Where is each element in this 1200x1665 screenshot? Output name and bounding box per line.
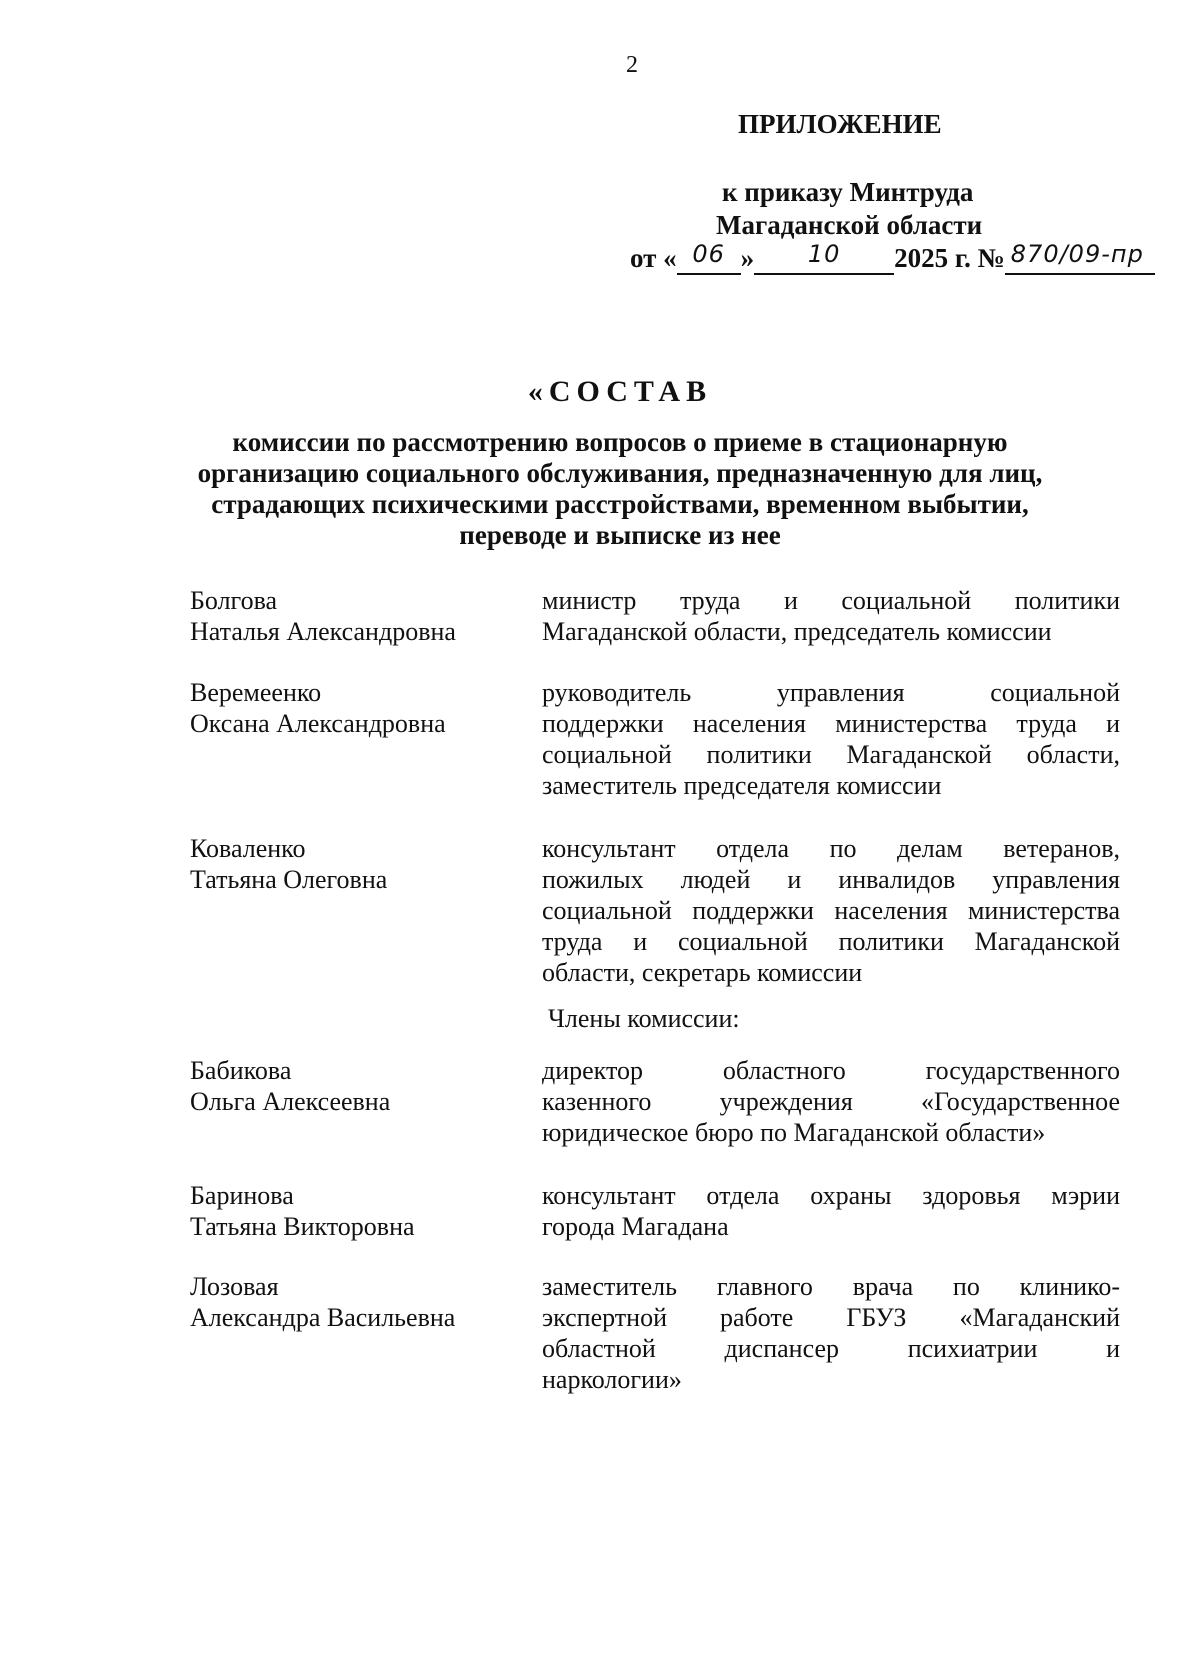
subtitle-line: комиссии по рассмотрению вопросов о приеме в стационарную xyxy=(232,427,1008,457)
member-role xyxy=(542,677,1120,801)
role-line: областной диспансер психиатрии и xyxy=(542,1334,1120,1363)
document-title: «СОСТАВ xyxy=(527,375,713,408)
role-line: министр труда и социальной политики xyxy=(542,586,1120,615)
member-name xyxy=(190,1180,510,1242)
role-line: области, секретарь комиссии xyxy=(542,958,863,987)
role-line: консультант отдела по делам ветеранов, xyxy=(542,834,1120,863)
member-name xyxy=(190,677,510,739)
member-name xyxy=(190,585,510,647)
role-line: Магаданской области, председатель комиссии xyxy=(542,617,1052,646)
subtitle-line: страдающих психическими расстройствами, временном выбытии, xyxy=(211,489,1029,519)
member-surname: Коваленко xyxy=(190,834,306,863)
role-line: наркологии» xyxy=(542,1365,682,1394)
member-name xyxy=(190,1055,510,1117)
appendix-region: Магаданской области xyxy=(716,210,983,240)
role-line: юридическое бюро по Магаданской области» xyxy=(542,1118,1046,1147)
subtitle-line: переводе и выписке из нее xyxy=(459,520,781,550)
member-surname: Болгова xyxy=(190,586,278,615)
member-given-name: Ольга Алексеевна xyxy=(190,1087,391,1116)
member-role xyxy=(542,1055,1120,1148)
member-given-name: Наталья Александровна xyxy=(190,617,456,646)
member-given-name: Александра Васильевна xyxy=(190,1303,456,1332)
role-line: социальной поддержки населения министерства xyxy=(542,896,1120,925)
handwritten-month: 10 xyxy=(807,240,841,268)
role-line: директор областного государственного xyxy=(542,1056,1120,1085)
appendix-order-ref: к приказу Минтруда xyxy=(722,177,974,207)
appendix-title: ПРИЛОЖЕНИЕ xyxy=(738,109,942,139)
day-blank xyxy=(677,240,741,275)
date-mid: » xyxy=(740,243,755,273)
member-given-name: Татьяна Викторовна xyxy=(190,1212,415,1241)
subtitle-line: организацию социального обслуживания, предназначенную для лиц, xyxy=(197,458,1043,488)
member-role xyxy=(542,1180,1120,1242)
member-role xyxy=(542,1271,1120,1395)
role-line: заместитель председателя комиссии xyxy=(542,771,942,800)
role-line: поддержки населения министерства труда и xyxy=(542,709,1120,738)
handwritten-day: 06 xyxy=(692,240,725,268)
role-line: города Магадана xyxy=(542,1212,729,1241)
number-blank xyxy=(1005,240,1155,275)
member-role xyxy=(542,833,1120,988)
role-line: труда и социальной политики Магаданской xyxy=(542,927,1120,956)
member-role xyxy=(542,585,1120,647)
role-line: руководитель управления социальной xyxy=(542,678,1120,707)
appendix-date-line xyxy=(630,242,1155,275)
member-surname: Лозовая xyxy=(190,1272,279,1301)
member-surname: Баринова xyxy=(190,1181,294,1210)
handwritten-order-number: 870/09-пр xyxy=(1010,240,1144,268)
member-given-name: Татьяна Олеговна xyxy=(190,865,388,894)
document-title-block xyxy=(160,375,1080,551)
role-line: пожилых людей и инвалидов управления xyxy=(542,865,1120,894)
role-line: экспертной работе ГБУЗ «Магаданский xyxy=(542,1303,1120,1332)
page-number: 2 xyxy=(626,52,638,78)
date-prefix: от « xyxy=(630,243,677,273)
member-given-name: Оксана Александровна xyxy=(190,709,446,738)
month-blank xyxy=(754,240,894,275)
year-text: 2025 г. № xyxy=(894,243,1005,273)
role-line: социальной политики Магаданской области, xyxy=(542,740,1120,769)
role-line: заместитель главного врача по клинико- xyxy=(542,1272,1120,1301)
member-surname: Веремеенко xyxy=(190,678,322,707)
member-name xyxy=(190,1271,510,1333)
role-line: консультант отдела охраны здоровья мэрии xyxy=(542,1181,1120,1210)
members-heading: Члены комиссии: xyxy=(548,1004,740,1033)
member-surname: Бабикова xyxy=(190,1056,292,1085)
role-line: казенного учреждения «Государственное xyxy=(542,1087,1120,1116)
member-name xyxy=(190,833,510,895)
